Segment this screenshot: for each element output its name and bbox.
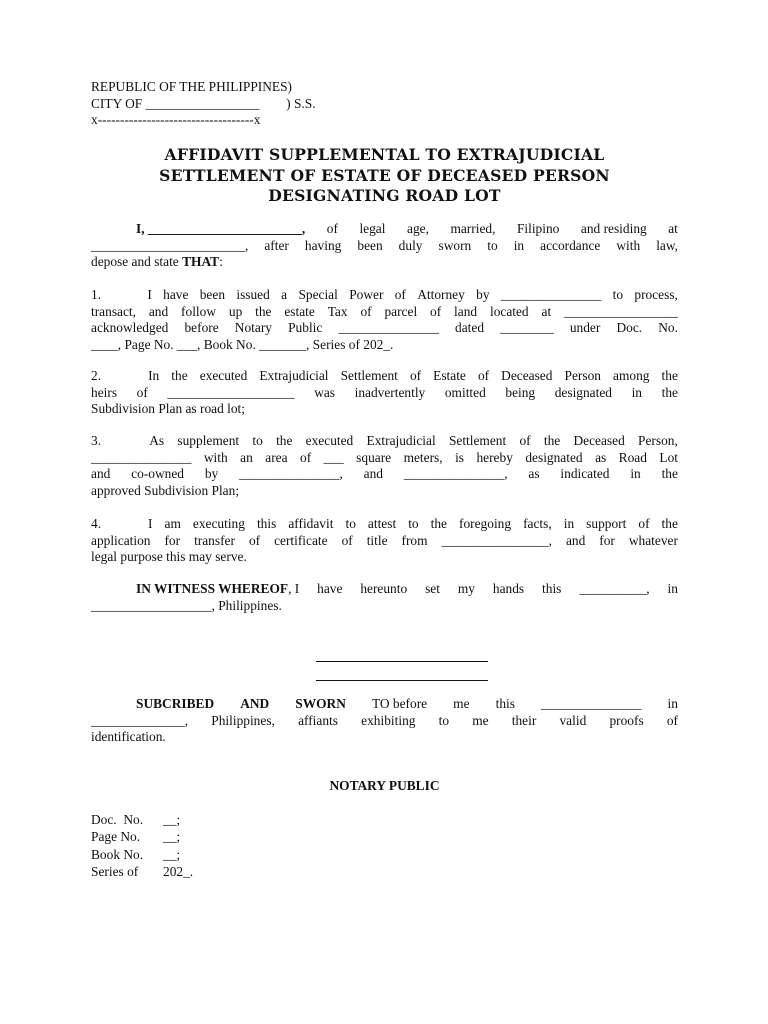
word: of: [638, 516, 650, 531]
word: the: [661, 466, 678, 481]
word: transfer: [194, 532, 235, 548]
word: of: [360, 303, 372, 319]
word: _________________: [564, 303, 678, 319]
word: up: [228, 303, 243, 319]
word: parcel: [384, 303, 418, 319]
word: exhibiting: [361, 712, 416, 728]
word: Notary: [234, 320, 272, 335]
intro-i: I,: [136, 221, 145, 236]
word: to: [612, 287, 624, 302]
word: am: [164, 516, 181, 531]
word: ___________________: [167, 384, 295, 400]
word: and residing: [580, 221, 647, 236]
word: Road: [618, 449, 647, 465]
witness-clause: [91, 581, 678, 614]
intro-line-1: [91, 221, 678, 238]
word: Philippines,: [211, 712, 275, 728]
word: of: [666, 712, 678, 728]
word: in: [667, 581, 678, 596]
word: Settlement: [340, 368, 398, 383]
word: with: [616, 237, 641, 253]
notary-public-label: NOTARY PUBLIC: [329, 778, 440, 793]
word: in: [563, 516, 575, 531]
word: a: [281, 287, 288, 302]
word: after: [264, 237, 289, 253]
doc-info-value: __;: [163, 829, 181, 845]
word: by: [204, 466, 219, 481]
doc-info-label: Page No.: [91, 829, 141, 845]
word: of: [394, 287, 406, 302]
word: an: [240, 449, 253, 465]
word: whatever: [628, 532, 678, 548]
word: ______________,: [91, 712, 189, 728]
word: inadvertently: [354, 384, 426, 400]
word: my: [457, 581, 475, 596]
jurat-line-3: identification.: [91, 729, 166, 744]
word: attest: [367, 516, 397, 531]
doc-info-row: [91, 846, 193, 863]
that-keyword: THAT: [182, 254, 220, 269]
paragraph-number: 1.: [91, 287, 102, 302]
word: Person,: [638, 433, 678, 448]
word: Settlement: [448, 433, 507, 448]
word: and: [91, 466, 111, 481]
paragraph-3: [91, 433, 678, 499]
para3-line-1: [91, 433, 678, 450]
word: title: [366, 532, 388, 548]
word: ________________,: [441, 532, 552, 548]
word: Power: [349, 287, 384, 302]
jurat-line-2: [91, 713, 678, 730]
word: land: [454, 303, 478, 319]
signature-line-1: [316, 661, 488, 662]
word: process,: [634, 287, 678, 302]
word: designated: [525, 449, 583, 465]
word: acknowledged: [91, 320, 169, 335]
word: SWORN: [295, 696, 346, 711]
para2-line-1: [91, 368, 678, 385]
word: Public: [288, 320, 323, 335]
para3-line-2: [91, 450, 678, 467]
word: in: [667, 696, 678, 711]
paragraph-1: [91, 287, 678, 353]
doc-info-value: 202_.: [163, 863, 194, 879]
para2-line-3: Subdivision Plan as road lot;: [91, 401, 245, 416]
word: to: [345, 516, 356, 531]
jurat-clause: [91, 696, 678, 746]
word: before: [184, 320, 219, 335]
word: the: [171, 368, 188, 383]
witness-line-2: __________________, Philippines.: [91, 597, 282, 613]
para1-line-4: ____, Page No. ___, Book No. _______, Series of 202_.: [91, 336, 394, 352]
word: affiants: [298, 712, 338, 728]
word: to: [408, 516, 419, 531]
word: omitted: [444, 384, 486, 400]
word: issued: [236, 287, 270, 302]
word: ________: [500, 320, 554, 335]
word: Person: [564, 368, 601, 383]
word: the: [276, 433, 293, 448]
word: _______________: [500, 287, 602, 302]
word: Deceased: [573, 433, 625, 448]
word: co-owned: [131, 466, 184, 481]
word: hands: [492, 581, 525, 596]
intro-line-2: [91, 238, 678, 255]
word: Deceased: [501, 368, 553, 383]
word: affidavit: [288, 516, 334, 531]
word: the: [543, 433, 561, 448]
word: their: [511, 712, 537, 728]
header-republic: REPUBLIC OF THE PHILIPPINES): [91, 79, 293, 94]
paragraph-number: 4.: [91, 516, 102, 531]
para1-line-3: [91, 320, 678, 337]
word: support: [586, 516, 627, 531]
word: _______________: [541, 696, 642, 711]
word: at: [541, 303, 552, 319]
word: as: [528, 466, 540, 481]
word: Filipino: [516, 221, 560, 236]
word: by: [476, 287, 490, 302]
word: this: [542, 581, 562, 596]
word: Lot: [659, 449, 678, 465]
word: was: [314, 384, 336, 400]
intro-name-blank: _______________________,: [147, 221, 306, 236]
word: have: [317, 581, 343, 596]
intro-line-3: depose and state THAT :: [91, 254, 223, 269]
word: Extrajudicial: [259, 368, 329, 383]
word: and: [565, 532, 586, 548]
word: accordance: [540, 237, 601, 253]
word: of: [477, 368, 490, 383]
word: dated: [455, 320, 485, 335]
word: TO before: [371, 696, 428, 711]
caption-header: [91, 79, 316, 129]
word: been: [199, 287, 226, 302]
para4-line-2: [91, 533, 678, 550]
word: to: [487, 237, 498, 253]
word: and: [148, 303, 169, 319]
para2-line-2: [91, 385, 678, 402]
doc-info-label: Series of: [91, 863, 139, 879]
word: among: [613, 368, 650, 383]
word: of: [136, 384, 148, 400]
word: this: [256, 516, 277, 531]
jurat-line-1: [91, 696, 678, 713]
word: proofs: [609, 712, 644, 728]
word: application: [91, 532, 151, 548]
doc-info-row: [91, 811, 193, 828]
paragraph-number: 3.: [91, 433, 102, 448]
word: hereby: [476, 449, 513, 465]
word: legal: [359, 221, 386, 236]
word: Doc.: [616, 320, 643, 335]
word: having: [304, 237, 342, 253]
word: valid: [559, 712, 587, 728]
word: I: [148, 516, 153, 531]
word: married,: [450, 221, 496, 236]
doc-info-label: Doc. No.: [91, 812, 144, 827]
title-line-3: DESIGNATING ROAD LOT: [268, 186, 501, 205]
word: as: [595, 449, 607, 465]
word: of: [248, 532, 261, 548]
document-title: [91, 145, 678, 207]
witness-heading: IN WITNESS WHEREOF: [136, 581, 289, 596]
word: No.: [658, 320, 678, 335]
word: with: [203, 449, 228, 465]
word: been: [357, 237, 383, 253]
signature-line-2: [316, 680, 488, 681]
word: _______________,: [239, 466, 343, 481]
word: Tax: [327, 303, 348, 319]
word: under: [569, 320, 601, 335]
word: _______________________,: [91, 237, 249, 253]
word: indicated: [560, 466, 610, 481]
word: set: [425, 581, 440, 596]
word: Attorney: [417, 287, 465, 302]
word: hereunto: [360, 581, 408, 596]
word: the: [661, 516, 678, 531]
word: from: [401, 532, 428, 548]
word: _______________: [91, 449, 192, 465]
word: of: [341, 532, 353, 548]
word: sworn: [438, 237, 472, 253]
word: Special: [298, 287, 338, 302]
header-city: CITY OF _________________ ) S.S.: [91, 95, 316, 111]
word: law,: [656, 237, 678, 253]
word: in: [630, 466, 641, 481]
word: to: [252, 433, 263, 448]
para3-line-4: approved Subdivision Plan;: [91, 482, 240, 498]
word: this: [495, 696, 515, 711]
word: heirs: [91, 384, 118, 400]
word: age,: [407, 221, 429, 236]
doc-info-label: Book No.: [91, 846, 144, 862]
title-line-2: SETTLEMENT OF ESTATE OF DECEASED PERSON: [159, 165, 610, 185]
word: the: [255, 303, 272, 319]
doc-info-block: [91, 811, 193, 880]
word: square: [356, 449, 392, 465]
word: AND: [240, 696, 270, 711]
word: transact,: [91, 303, 136, 319]
doc-info-row: [91, 828, 193, 845]
word: of: [409, 368, 422, 383]
word: _______________,: [403, 466, 508, 481]
word: meters,: [403, 449, 443, 465]
para1-line-1: [91, 287, 678, 304]
word: executed: [199, 368, 248, 383]
para1-line-2: [91, 304, 678, 321]
word: estate: [284, 303, 315, 319]
word: ___: [323, 449, 344, 465]
intro-paragraph: [91, 221, 678, 271]
word: me: [453, 696, 470, 711]
word: area: [265, 449, 288, 465]
doc-info-row: [91, 863, 193, 880]
para4-line-1: [91, 516, 678, 533]
word: Extrajudicial: [366, 433, 436, 448]
word: supplement: [177, 433, 240, 448]
word: Estate: [433, 368, 466, 383]
word: follow: [181, 303, 217, 319]
doc-info-value: __;: [163, 846, 181, 862]
word: me: [472, 712, 489, 728]
word: at: [668, 221, 678, 236]
word: the: [661, 368, 678, 383]
word: As: [149, 433, 165, 448]
word: _______________: [338, 320, 439, 335]
title-line-1: AFFIDAVIT SUPPLEMENTAL TO EXTRAJUDICIAL: [164, 145, 605, 164]
word: certificate: [274, 532, 328, 548]
word: have: [163, 287, 189, 302]
word: and: [363, 466, 383, 481]
word: the: [661, 384, 678, 400]
word: duly: [398, 237, 423, 253]
word: located: [489, 303, 529, 319]
word: facts,: [523, 516, 552, 531]
word: executed: [305, 433, 354, 448]
word: In: [148, 368, 160, 383]
word: the: [430, 516, 447, 531]
word: of: [519, 433, 531, 448]
word: in: [513, 237, 525, 253]
para4-line-3: legal purpose this may serve.: [91, 549, 247, 564]
word: of: [326, 221, 338, 236]
paragraph-2: [91, 368, 678, 418]
word: for: [164, 532, 181, 548]
word: I: [147, 287, 152, 302]
word: designated: [554, 384, 612, 400]
word: of: [300, 449, 312, 465]
word: of: [430, 303, 442, 319]
word: being: [505, 384, 536, 400]
word: for: [599, 532, 615, 548]
header-rule: x-----------------------------------x: [91, 112, 261, 127]
word: __________,: [579, 581, 650, 596]
subscribed-keyword: SUBCRIBED: [136, 696, 215, 711]
doc-info-value: __;: [163, 812, 181, 827]
word: in: [631, 384, 642, 400]
word: to: [438, 712, 450, 728]
word: executing: [192, 516, 245, 531]
word: is: [455, 449, 464, 465]
paragraph-number: 2.: [91, 368, 102, 383]
para3-line-3: [91, 466, 678, 483]
witness-line-1: IN WITNESS WHEREOF, I have hereunto set my hands this __________, in: [136, 581, 678, 596]
paragraph-4: [91, 516, 678, 566]
word: foregoing: [459, 516, 512, 531]
